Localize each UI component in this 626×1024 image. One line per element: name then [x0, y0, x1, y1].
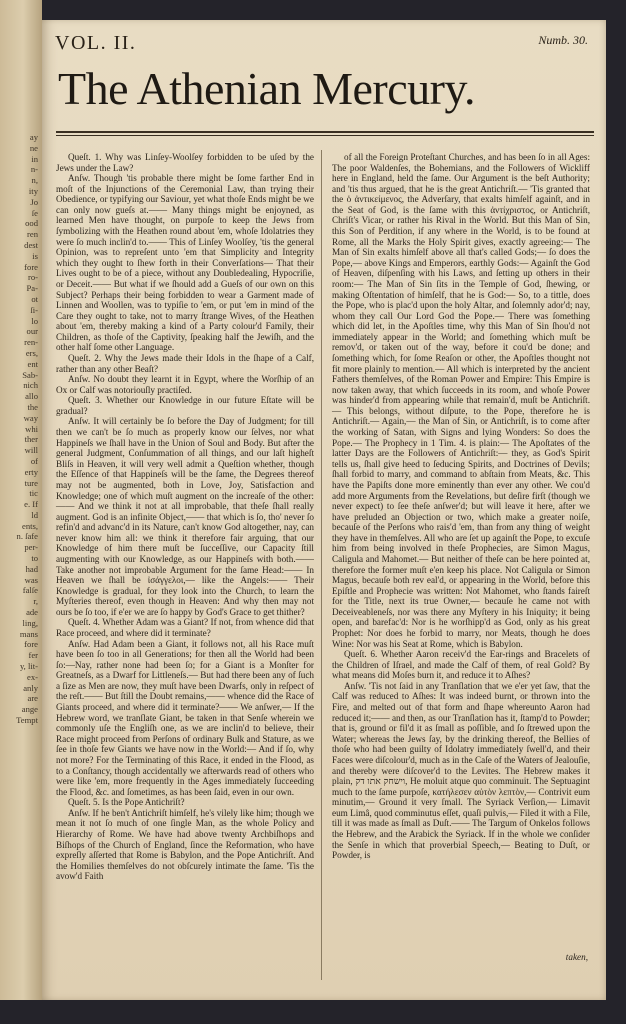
- previous-page-fragment: ers,: [25, 347, 38, 358]
- previous-page-fragment: ture: [24, 477, 38, 488]
- previous-page-fragment: r,: [33, 596, 38, 607]
- previous-page-fragment: Pa-: [26, 283, 38, 294]
- previous-page-fragment: ood: [25, 218, 38, 229]
- previous-page-fragment: lo: [31, 315, 38, 326]
- previous-page-fragment: ther: [24, 434, 38, 445]
- volume-label: VOL. II.: [55, 32, 137, 54]
- previous-page-edge: [0, 0, 42, 1000]
- previous-page-fragment: ity: [28, 185, 38, 196]
- column-left-paragraph: Anſw. Had Adam been a Giant, it follows not, all his Race muſt have been ſo too in all Generations; for then all the World had been ſo:—Nay, rather none had been ſo; for a Giant is a Monſter for Greatneſs, as a Dwarf for Littleneſs.— But had there been any of ſuch a ſize as Men are now, they muſt have been Dwarfs, only in reſpect of the reſt.—— But ſtill the Doubt remains,—— whence did the Race of Giants proceed, and where did it terminate?—— We anſwer,— If the Hebrew word, we tranſlate Giant, be taken in that Senſe wherein we commonly uſe the Engliſh one, as we are inclin'd to believe, their Race might proceed from Perſons of ordinary Bulk and Stature, as we ſee in thoſe few Giants we have now in the World:— And if ſo, why not more? For the Terminating of this Race, it ended in the Flood, as to a Conſtancy, though accidentally we afterwards read of others who were like 'em, more frequently in the Ages immediately ſucceeding the Flood, &c. and ſometimes, as has been ſaid, even in our own.: [56, 638, 314, 797]
- previous-page-fragment: had: [25, 563, 38, 574]
- previous-page-fragment: fore: [24, 639, 38, 650]
- column-left-paragraph: Queſt. 5. Is the Pope Antichriſt?: [68, 797, 185, 808]
- previous-page-fragment: ren: [27, 229, 38, 240]
- issue-number: Numb. 30.: [538, 33, 588, 47]
- newspaper-page: [42, 20, 606, 1000]
- previous-page-fragment: whi: [25, 423, 38, 434]
- previous-page-fragment: per-: [24, 542, 38, 553]
- column-right-paragraph: of all the Foreign Proteſtant Churches, and has been ſo in all Ages: The poor Waldenſes, the Bohemians, and the Followers of Wickliff here in England, held the ſame. Our Argument is the beſt Authority; and 'tis thus argued, that he is the great Antichriſt.— 'Tis granted that the ὁ ἀντικείμενος, the Adverſary, that exalts himſelf againſt, and in the Seat of God, is the ſame with this ἀντίχριστος, or Antichriſt, Chriſt's Vicar, or rather his Rival in the World. But this Man of Sin, this Son of Perdition, if any where in the World, is to be found at Rome, all the Marks the Holy Spirit gives, exactly agreeing:— The Man of Sin exalts himſelf above all that's called Gods;— ſo does the Pope,— above Kings and Emperors, earthly Gods:— Againſt the God of Heaven, diſpenſing with his Laws, and ſetting up others in their room:— The Man of Sin ſits in the Temple of God, ſhewing, or making Oſtentation of himſelf, that he is God:— So, to a tittle, does the Pope, who is plac'd upon the holy Altar, and ſolemnly ador'd; nay, whom they call Our Lord God the Pope.— There was ſomething which did let, in the Apoſtles time, why this Man of Sin ſhou'd not immediately appear in the World; and ſomething which muſt be remov'd, or taken out of the way, before it cou'd be done; and ſomething which, for ſome Reaſon or other, the Apoſtles thought not fit more plainly to mention.— All which is interpreted by the ancient Fathers themſelves, of the Roman Power and Empire: This Empire is now taken away, that which ſucceeds in its room, and whoſe Power was hinder'd from appearing while that remain'd, muſt be Antichriſt.— This belongs, without diſpute, to the Pope, therefore he is Antichriſt.— Again,— the Man of Sin, or Antichriſt, is to come after the working of Satan, with Signs and lying Wonders: So does the Pope.— The Prophecy in 1 Tim. 4. is plain:— The Apoſtates of the latter Days are the Followers of Antichriſt:— they, as God's Spirit tells us, ſhall give heed to ſeducing Spirits, and Doctrines of Devils; ſhall forbid to marry, and command to abſtain from Meats, &c. This have the Papiſts done more eminently than ever any other. We cou'd add more Arguments from the Revelations, but deſire firſt (though we never expect) to ſee theſe anſwer'd; but will leave it here, after we have preluded an Objection or two, which make a greater noiſe, becauſe of the Perſons who rais'd 'em, than from any thing of weight they have in themſelves. All who are ſet up againſt the Pope, to excuſe him from being involved in theſe Prophecies, are Simon Magus, Caligula and Mahomet.— But neither of theſe can be here pointed at, therefore the former muſt e'en keep his place. Not Caligula or Simon Magus, becauſe both rev eal'd, or appearing in the World, before this Epiſtle and Prophecie was written: Not Mahomet, who ſtands faireſt for the Title, next its true Owner,— becauſe he came not with Deceiveableneſs, nor was there any Myſtery in his Iniquity; it being open, and barefac'd: Nor is he worſhipp'd as God, only as his great Prophet: Nor does he forbid to marry, nor Meats, though he does Wine: Nor was his Seat at Rome, which is Babylon.: [332, 152, 590, 649]
- previous-page-fragment: way: [23, 412, 38, 423]
- masthead-rule-thin: [56, 135, 594, 136]
- column-right-paragraph: Anſw. 'Tis not ſaid in any Tranſlation that we e'er yet ſaw, that the Calf was reduced to Aſhes: It was indeed burnt, or thrown into the Fire, and melted out of that form and ſhape whereunto Aaron had reduced it;—— and then, as our Tranſlation has it, ſtamp'd to Powder; that is, ground or fil'd it as ſmall as poſſible, and ſo ſtrewed upon the Water; whereas the Jews ſay, by the drinking thereof, the Bellies of thoſe who had been guilty of Idolatry immediately ſwell'd, and their Faces were diſcolour'd, much as in the Caſe of the Waters of Jealouſie, and thereby were diſcover'd to the Levites. The Hebrew makes it plain, וישחק אתו דק, He moluit atque quo comminuit. The Septuagint much to the ſame purpoſe, κατήλεσεν αὐτὸν λεπτὸν,— Contrivit eum minutim,— Ground it very ſmall. The Syriack Verſion,— Limavit eum Limâ, quod comminutus eſſet, quaſi pulvis,— Filed it with a File, till it was made as ſmall as Duſt.—— The Targum of Onkelos follows the Hebrew, and the Arabick the Syriack. If in the whole we conſider the Senſe in which that proverbial Speech,— Beating to Duſt, or Powder, is: [332, 680, 591, 861]
- previous-page-fragment: will: [24, 445, 38, 456]
- previous-page-fragment: ent: [27, 358, 38, 369]
- previous-page-fragment: Sab-: [22, 369, 38, 380]
- previous-page-fragment: ſi-: [30, 304, 38, 315]
- previous-page-fragment: allo: [25, 391, 38, 402]
- previous-page-fragment: ren-: [24, 337, 38, 348]
- previous-page-fragment: falſe: [22, 585, 38, 596]
- previous-page-fragment: to: [31, 553, 38, 564]
- previous-page-fragment: erty: [24, 466, 38, 477]
- previous-page-fragment: n. ſafe: [16, 531, 38, 542]
- masthead-rule-thick: [56, 131, 594, 133]
- previous-page-fragment: anly: [23, 682, 38, 693]
- column-right-paragraph: Queſt. 6. Whether Aaron receiv'd the Ear-rings and Bracelets of the Children of Iſrael, and made the Calf of them, of real Gold? By what means did Moſes burn it, and reduce it to Aſhes?: [332, 649, 590, 681]
- previous-page-fragment: ay: [29, 132, 38, 142]
- previous-page-fragment: fore: [24, 261, 38, 272]
- previous-page-fragment: our: [26, 326, 38, 337]
- column-left-paragraph: Anſw. No doubt they learnt it in Egypt, where the Worſhip of an Ox or Calf was notoriouſly practiſed.: [56, 374, 314, 395]
- column-left-paragraph: Queſt. 3. Whether our Knowledge in our future Eſtate will be gradual?: [56, 395, 314, 416]
- previous-page-fragment: ade: [26, 607, 38, 618]
- column-left-paragraph: Queſt. 1. Why was Linſey-Woolſey forbidden to be uſed by the Jews under the Law?: [56, 152, 314, 173]
- previous-page-fragment: ne: [29, 142, 38, 153]
- previous-page-fragment: fer: [28, 650, 38, 661]
- previous-page-fragment: Jo: [30, 196, 38, 207]
- previous-page-fragment: mans: [19, 628, 38, 639]
- previous-page-fragment: are: [27, 693, 38, 704]
- previous-page-fragments: [0, 132, 38, 726]
- previous-page-fragment: is: [32, 250, 38, 261]
- previous-page-fragment: in: [31, 153, 38, 164]
- column-divider: [321, 150, 322, 980]
- column-left-paragraph: Anſw. It will certainly be ſo before the Day of Judgment; for till then we can't be ſo much as properly know our ſelves, nor what Happineſs we ſhall have in the Union of Soul and Body. But after the general Judgment, Conſummation of all things, and our laſt higheſt Bliſs in Heaven, it will very well admit a Queſtion whether, though the Eſſence of that Happineſs will be the ſame, the Degrees thereof may not be augmented, both in Love, Joy, Satisfaction and Knowledge; one of which muſt augment on the increaſe of the other:—— And we think it not at all improbable, that theſe ſhall really augment. God is an infinite Object,—— that which is ſo, tho' never ſo refin'd and advanc'd in its Nature, can't know God altogether, nay, can never know him all: we think it therefore fair arguing, that our Knowledge of him there muſt be ſucceſſive, our Capacity ſtill augmenting with our Knowledge, as our Happineſs with both.—— Take another not improbable Argument for the ſame Head:—— In Heaven we ſhall be ἰσάγγελοι,— like the Angels:—— Their Knowledge is gradual, for they look into the Church, to learn the Myſteries thereof, even though in Heaven: And why then may not ours be ſo too, if e'er we are ſo happy by God's Grace to get thither?: [56, 416, 314, 617]
- previous-page-fragment: ents,: [22, 520, 38, 531]
- previous-page-fragment: dest: [24, 239, 38, 250]
- previous-page-fragment: ro-: [27, 272, 38, 283]
- previous-page-fragment: ſe: [31, 207, 38, 218]
- column-left-paragraph: Queſt. 4. Whether Adam was a Giant? If not, from whence did that Race proceed, and where did it terminate?: [56, 617, 314, 639]
- previous-page-fragment: Tempt: [16, 715, 38, 726]
- left-column: [56, 152, 314, 882]
- column-left-paragraph: Anſw. If he ben't Antichriſt himſelf, he's vilely like him; though we mean it not ſo much of one ſingle Man, as the whole Policy and Hierarchy of Rome. We have had above twenty Archbiſhops and Biſhops of the Church of England, ſince the Reformation, who have expreſly aſſerted that Rome is Babylon, and the Pope Antichriſt. And the Homilies themſelves do not obſcurely intimate the ſame. 'Tis the avow'd Faith: [56, 807, 314, 882]
- previous-page-fragment: n,: [31, 175, 38, 186]
- previous-page-fragment: was: [24, 574, 38, 585]
- column-left-paragraph: Queſt. 2. Why the Jews made their Idols in the ſhape of a Calf, rather than any other Beaſt?: [56, 352, 314, 374]
- right-column: [332, 152, 590, 861]
- column-left-paragraph: Anſw. Though 'tis probable there might be ſome farther End in moſt of the Injunctions of the Ceremonial Law, than trying their Obedience, or typifying our Saviour, yet what thoſe Ends might be we can only now gueſs at.—— Many things might be enjoyned, as learned Men have thought, on purpoſe to keep the Jews from ſymbolizing with the Heathen round about 'em, whoſe Idolatries they were ſo much inclin'd to.—— This of Linſey Woolſey, 'tis the general Opinion, was to repreſent unto 'em that Simplicity and Integrity which they ought to ſhew forth in their Converſations— That their Lives ought to be of a piece, without any Doubledealing, Hypocriſie, or Deceit.—— But what if we ſhould add a Gueſs of our own on this Subject? Perhaps their being forbidden to wear a Garment made of Linnen and Woollen, was to typiſie to 'em, or put 'em in mind of the Care they ought to take, not to marry ſtrange Wives, of the Heathen about 'em, thereby making a kind of a Party colour'd Family, their Children, as thoſe of the Captivity, ſpeaking half the Jewiſh, and the other half ſome other Language.: [56, 173, 314, 353]
- previous-page-fragment: ange: [21, 704, 38, 715]
- catchword: taken,: [565, 952, 588, 962]
- previous-page-fragment: ling,: [22, 617, 38, 628]
- previous-page-fragment: the: [27, 401, 38, 412]
- previous-page-fragment: ex-: [27, 671, 38, 682]
- previous-page-fragment: e. If: [24, 499, 38, 510]
- previous-page-fragment: ot: [31, 293, 38, 304]
- previous-page-fragment: of: [30, 455, 38, 466]
- previous-page-fragment: n-: [30, 164, 38, 175]
- previous-page-fragment: y, lit-: [19, 661, 38, 672]
- previous-page-fragment: tic: [29, 488, 38, 499]
- masthead-title: The Athenian Mercury.: [58, 63, 475, 114]
- previous-page-fragment: ld: [31, 509, 38, 520]
- previous-page-fragment: nich: [23, 380, 38, 391]
